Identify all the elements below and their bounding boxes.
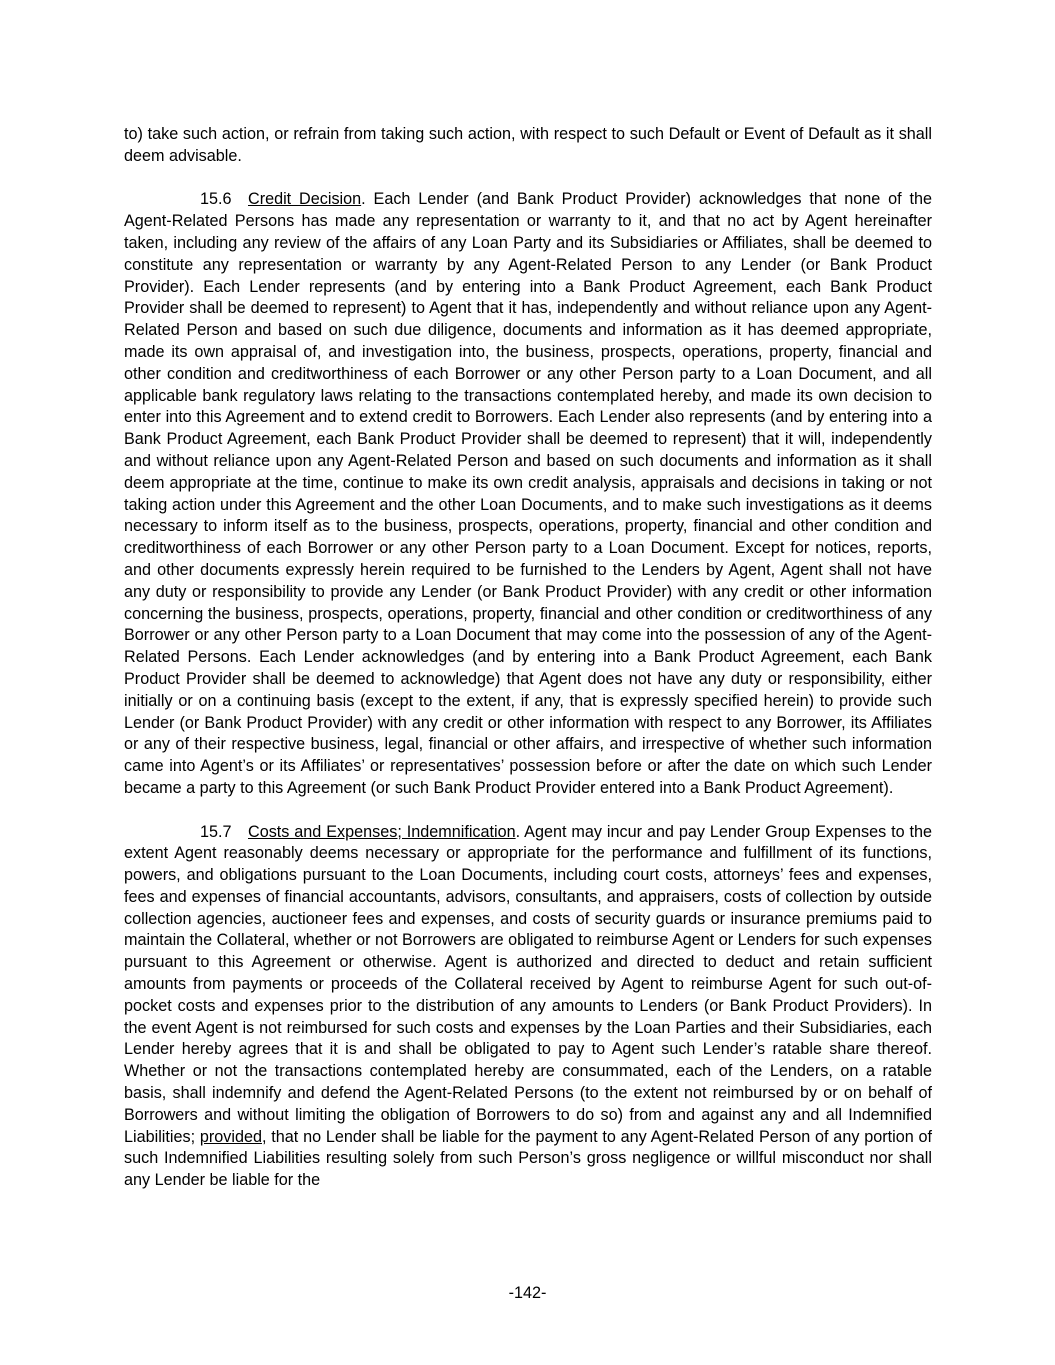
paragraph-gap	[124, 168, 932, 190]
section-heading: Credit Decision	[248, 190, 362, 209]
section-heading: Costs and Expenses; Indemnification	[248, 822, 516, 841]
provided-term: provided	[199, 1127, 262, 1146]
section-body: . Agent may incur and pay Lender Group Expenses to the extent Agent reasonably deems necessary or appropriate for the performance and fulfillment of its functions, powers, and obligations pursuant to the Loan Documents, including court costs, attorneys’ fees and expenses, fees and expenses of financial accountants, advisors, consultants, and appraisers, costs of collection by outside collection agencies, auctioneer fees and expenses, and costs of security guards or insurance premiums paid to maintain the Collateral, whether or not Borrowers are obligated to reimburse Agent or Lenders for such expenses pursuant to this Agreement or otherwise. Agent is authorized and directed to deduct and retain sufficient amounts from payments or proceeds of the Collateral received by Agent to reimburse Agent for such out-of-pocket costs and expenses prior to the distribution of any amounts to Lenders (or Bank Product Providers). In the event Agent is not reimbursed for such costs and expenses by the Loan Parties and their Subsidiaries, each Lender hereby agrees that it is and shall be obligated to pay to Agent such Lender’s ratable share thereof. Whether or not the transactions contemplated hereby are consummated, each of the Lenders, on a ratable basis, shall indemnify and defend the Agent-Related Persons (to the extent not reimbursed by or on behalf of Borrowers and without limiting the obligation of Borrowers to do so) from and against any and all Indemnified Liabilities;	[124, 822, 933, 1146]
section-number: 15.6	[200, 190, 232, 209]
document-body	[124, 124, 932, 1192]
section-number: 15.7	[200, 822, 232, 841]
section-body: . Each Lender (and Bank Product Provider) acknowledges that none of the Agent-Related Persons has made any representation or warranty to it, and that no act by Agent hereinafter taken, including any review of the affairs of any Loan Party and its Subsidiaries or Affiliates, shall be deemed to constitute any representation or warranty by any Agent-Related Person to any Lender (or Bank Product Provider). Each Lender represents (and by entering into a Bank Product Agreement, each Bank Product Provider shall be deemed to represent) to Agent that it has, independently and without reliance upon any Agent-Related Person and based on such due diligence, documents and information as it has deemed appropriate, made its own appraisal of, and investigation into, the business, prospects, operations, property, financial and other condition and creditworthiness of each Borrower or any other Person party to a Loan Document, and all applicable bank regulatory laws relating to the transactions contemplated hereby, and made its own decision to enter into this Agreement and to extend credit to Borrowers. Each Lender also represents (and by entering into a Bank Product Agreement, each Bank Product Provider shall be deemed to represent) that it will, independently and without reliance upon any Agent-Related Person and based on such documents and information as it shall deem appropriate at the time, continue to make its own credit analysis, appraisals and decisions in taking or not taking action under this Agreement and the other Loan Documents, and to make such investigations as it deems necessary to inform itself as to the business, prospects, operations, property, financial and other condition and creditworthiness of each Borrower or any other Person party to a Loan Document. Except for notices, reports, and other documents expressly herein required to be furnished to the Lenders by Agent, Agent shall not have any duty or responsibility to provide any Lender (or Bank Product Provider) with any credit or other information concerning the business, prospects, operations, property, financial and other condition or creditworthiness of any Borrower or any other Person party to a Loan Document that may come into the possession of any of the Agent-Related Persons. Each Lender acknowledges (and by entering into a Bank Product Agreement, each Bank Product Provider shall be deemed to acknowledge) that Agent does not have any duty or responsibility, either initially or on a continuing basis (except to the extent, if any, that is expressly specified herein) to provide such Lender (or Bank Product Provider) with any credit or other information with respect to any Borrower, its Affiliates or any of their respective business, legal, financial or other affairs, and irrespective of whether such information came into Agent’s or its Affiliates’ or representatives’ possession before or after the date on which such Lender became a party to this Agreement (or such Bank Product Provider entered into a Bank Product Agreement).	[124, 190, 932, 797]
section-15-7	[124, 822, 932, 1193]
paragraph-gap	[124, 800, 932, 822]
section-15-6	[124, 189, 932, 799]
section-body-continued: , that no Lender shall be liable for the payment to any Agent-Related Person of any portion of such Indemnified Liabilities resulting solely from such Person’s gross negligence or willful misconduct nor shall any Lender be liable for the	[124, 1127, 932, 1190]
paragraph-carryover: to) take such action, or refrain from taking such action, with respect to such Default or Event of Default as it shall deem advisable.	[124, 125, 932, 165]
page-number: -142-	[508, 1284, 547, 1302]
